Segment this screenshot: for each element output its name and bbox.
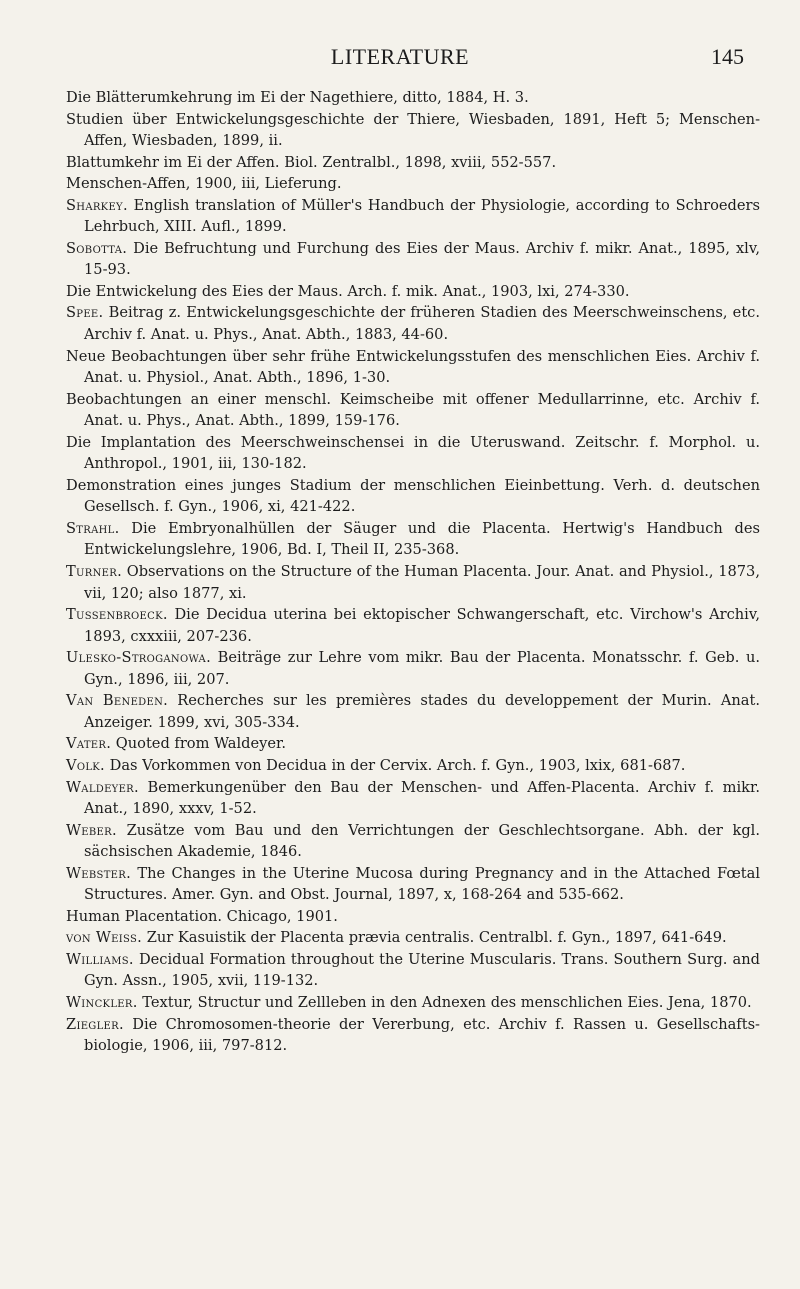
page-number: 145 [711,44,744,69]
entry-text: Die Befruchtung und Furchung des Eies der Maus. Archiv f. mikr. Anat., 1895, xlv, 15-93. [84,239,760,279]
entry-text: The Changes in the Uterine Mucosa during Pregnancy and in the Attached Fœtal Structures. Amer. Gyn. and Obst. Journal, 1897, x, 168-264 and 535-662. [84,864,760,904]
bibliography-entry [66,647,760,690]
entry-text: Die Entwickelung des Eies der Maus. Arch. f. mik. Anat., 1903, lxi, 274-330. [66,282,630,300]
bibliography-entry [66,195,760,238]
entry-text: Die Decidua uterina bei ektopischer Schwangerschaft, etc. Virchow's Archiv, 1893, cxxxiii, 207-236. [84,606,760,645]
bibliography-entry [66,927,760,949]
entry-author: Spee. [66,304,104,322]
entry-text: Beobachtungen an einer menschl. Keimscheibe mit offener Medullarrinne, etc. Archiv f. Anat. u. Phys., Anat. Abth., 1899, 159-176. [66,390,760,430]
bibliography-entry [66,906,760,928]
entry-text: Blattumkehr im Ei der Affen. Biol. Zentralbl., 1898, xviii, 552-557. [66,153,557,171]
running-head [0,44,800,70]
bibliography-entry [66,949,760,992]
entry-text: Bemerkungenüber den Bau der Menschen- und Affen-Placenta. Archiv f. mikr. Anat., 1890, xxxv, 1-52. [84,778,760,818]
bibliography-entry [66,690,760,733]
entry-text: Recherches sur les premières stades du developpement der Murin. Anat. Anzeiger. 1899, xvi, 305-334. [84,692,761,731]
entry-author: Waldeyer. [66,778,139,796]
entry-text: Beiträge zur Lehre vom mikr. Bau der Placenta. Monatsschr. f. Geb. u. Gyn., 1896, iii, 207. [84,649,760,688]
bibliography-list [66,87,760,1057]
entry-author: Van Beneden. [66,692,169,710]
bibliography-entry [66,604,760,647]
bibliography-entry [66,281,760,303]
entry-text: Zusätze vom Bau und den Verrichtungen der Geschlechtsorgane. Abh. der kgl. sächsischen Akademie, 1846. [84,821,760,861]
entry-text: Quoted from Waldeyer. [111,735,287,753]
entry-author: Winckler. [66,993,138,1011]
bibliography-entry [66,109,760,152]
entry-text: Das Vorkommen von Decidua in der Cervix. Arch. f. Gyn., 1903, lxix, 681-687. [105,756,686,774]
entry-text: Observations on the Structure of the Human Placenta. Jour. Anat. and Physiol., 1873, vii, 120; also 1877, xi. [84,563,760,602]
bibliography-entry [66,173,760,195]
entry-text: Zur Kasuistik der Placenta prævia centralis. Centralbl. f. Gyn., 1897, 641-649. [142,929,727,947]
entry-author: Ziegler. [66,1015,124,1033]
entry-text: Beitrag z. Entwickelungsgeschichte der früheren Stadien des Meerschweinschens, etc. Archiv f. Anat. u. Phys., Anat. Abth., 1883, 44-60. [84,304,760,344]
bibliography-entry [66,992,760,1014]
bibliography-entry [66,346,760,389]
bibliography-entry [66,302,760,345]
bibliography-entry [66,820,760,863]
entry-author: Turner. [66,563,123,581]
bibliography-entry [66,518,760,561]
entry-text: English translation of Müller's Handbuch der Physiologie, according to Schroeders Lehrbuch, XIII. Aufl., 1899. [84,196,760,236]
entry-author: Webster. [66,864,132,882]
entry-author: Weber. [66,821,117,839]
entry-text: Die Blätterumkehrung im Ei der Nagethiere, ditto, 1884, H. 3. [66,89,529,106]
bibliography-entry [66,87,760,109]
bibliography-entry [66,432,760,475]
running-title: LITERATURE [330,44,470,69]
bibliography-entry [66,733,760,755]
entry-author: Ulesko-Stroganowa. [66,649,212,667]
entry-text: Menschen-Affen, 1900, iii, Lieferung. [66,175,342,193]
entry-text: Studien über Entwickelungsgeschichte der Thiere, Wiesbaden, 1891, Heft 5; Menschen-Affen, Wiesbaden, 1899, ii. [66,110,760,150]
entry-text: Decidual Formation throughout the Uterine Muscularis. Trans. Southern Surg. and Gyn. Assn., 1905, xvii, 119-132. [84,950,760,990]
entry-author: Vater. [66,735,112,753]
entry-author: Sobotta. [66,239,128,257]
entry-text: Die Chromosomen-theorie der Vererbung, etc. Archiv f. Rassen u. Gesellschafts-biologie, 1906, iii, 797-812. [84,1015,760,1055]
bibliography-entry [66,389,760,432]
entry-text: Die Implantation des Meerschweinschensei in die Uteruswand. Zeitschr. f. Morphol. u. Anthropol., 1901, iii, 130-182. [66,433,760,473]
entry-author: Williams. [66,950,134,968]
bibliography-entry [66,152,760,174]
entry-text: Demonstration eines junges Stadium der menschlichen Eieinbettung. Verh. d. deutschen Gesellsch. f. Gyn., 1906, xi, 421-422. [66,476,760,516]
entry-text: Human Placentation. Chicago, 1901. [66,907,338,925]
entry-author: Sharkey. [66,196,128,214]
bibliography-entry [66,863,760,906]
bibliography-entry [66,755,760,777]
bibliography-entry [66,1014,760,1057]
bibliography-entry [66,561,760,604]
entry-author: Strahl. [66,519,120,537]
bibliography-entry [66,238,760,281]
bibliography-entry [66,475,760,518]
entry-author: von Weiss. [66,929,143,947]
entry-text: Textur, Structur und Zellleben in den Adnexen des menschlichen Eies. Jena, 1870. [137,993,752,1011]
entry-author: Volk. [66,756,105,774]
bibliography-entry [66,777,760,820]
entry-text: Neue Beobachtungen über sehr frühe Entwickelungsstufen des menschlichen Eies. Archiv f. Anat. u. Physiol., Anat. Abth., 1896, 1-30. [66,347,760,387]
entry-author: Tussenbroeck. [66,606,168,624]
entry-text: Die Embryonalhüllen der Säuger und die Placenta. Hertwig's Handbuch des Entwickelungslehre, 1906, Bd. I, Theil II, 235-368. [84,519,760,559]
